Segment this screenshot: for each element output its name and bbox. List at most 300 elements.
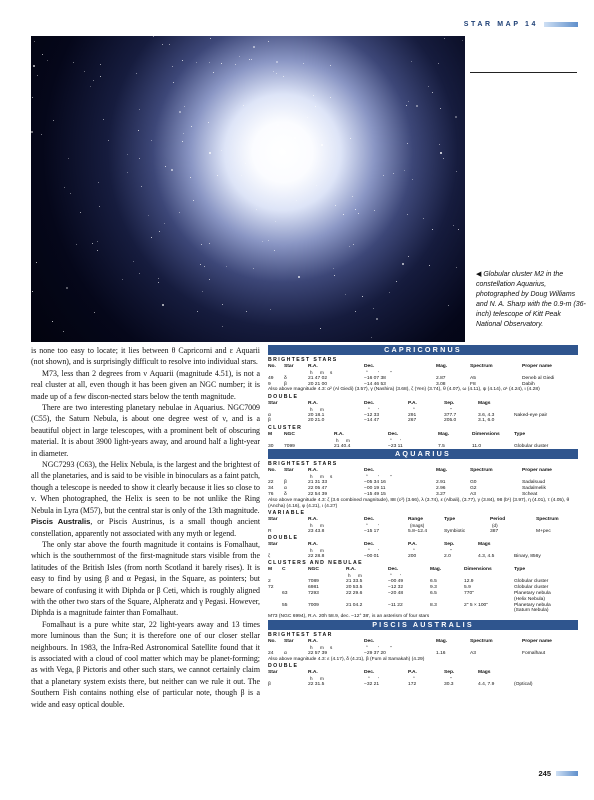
star-dot xyxy=(389,292,390,293)
star-dot xyxy=(276,61,278,63)
table-row-cell: 7293 xyxy=(308,590,319,596)
table-row-cell: 24 xyxy=(268,650,274,656)
column-header-cell: No. xyxy=(268,363,276,369)
table-row-cell: 1.16 xyxy=(436,650,446,656)
table-row-cell: −12 33 xyxy=(364,412,380,418)
table-row xyxy=(268,444,578,450)
star-dot xyxy=(407,143,408,144)
star-dot xyxy=(222,326,223,327)
column-header-cell: R.A. xyxy=(308,517,318,522)
table-row-cell: A5 xyxy=(470,375,476,381)
column-header-cell: Mag. xyxy=(436,639,448,645)
table-row-cell: A3 xyxy=(470,650,476,656)
star-dot xyxy=(202,291,203,292)
constellation-title-bar: CAPRICORNUS xyxy=(268,345,578,355)
column-header-cell: Sep. xyxy=(444,670,455,676)
star-dot xyxy=(296,200,297,201)
table-row-cell: −00 01 xyxy=(364,553,380,559)
table-row-cell: −29 37 20 xyxy=(364,650,386,656)
table-row-cell: Naked-eye pair xyxy=(514,412,548,418)
star-dot xyxy=(298,276,300,278)
star-dot xyxy=(439,144,440,145)
table-row-cell: 22 57 39 xyxy=(308,650,328,656)
column-header-cell: Mags xyxy=(478,542,491,548)
unit-row-cell: ′ xyxy=(378,369,379,375)
star-dot xyxy=(274,250,275,251)
star-dot xyxy=(64,187,65,188)
star-dot xyxy=(355,209,356,210)
star-dot xyxy=(404,170,405,171)
table-row-cell: 387 xyxy=(490,528,499,534)
caption-text: Globular cluster M2 in the constellation Aquarius, photographed by Doug Williams and N. A. Sharp with the 0.9-m (36-inch) telescope of Kitt Peak National Observatory. xyxy=(476,271,586,328)
star-dot xyxy=(373,308,374,309)
star-dot xyxy=(172,66,173,67)
star-dot xyxy=(303,63,304,64)
table-row-cell: 6981 xyxy=(308,584,319,590)
column-header-cell: Dec. xyxy=(364,670,375,676)
column-header-cell: Range xyxy=(408,517,423,522)
paragraph: is none too easy to locate; it lies between θ Capricorni and ε Aquarii (not shown), and is surprisingly difficult to resolve into individual stars. xyxy=(31,346,260,367)
table-row-cell: 291 xyxy=(408,412,417,418)
star-dot xyxy=(455,116,457,118)
star-dot xyxy=(127,154,128,155)
star-dot xyxy=(136,73,137,74)
table-row-cell: 7009 xyxy=(308,602,319,608)
table-row-cell: 20 53.5 xyxy=(346,584,363,590)
star-dot xyxy=(70,193,71,194)
star-dot xyxy=(241,175,242,176)
table-row-cell: 2.0 xyxy=(444,553,451,559)
star-dot xyxy=(100,64,101,65)
section-heading: DOUBLE xyxy=(268,535,299,542)
unit-row-cell: ″ xyxy=(450,406,452,412)
unit-row-cell: ′ xyxy=(378,644,379,650)
star-dot xyxy=(429,265,430,266)
star-dot xyxy=(84,71,85,72)
star-dot xyxy=(358,213,359,214)
star-dot xyxy=(313,95,314,96)
star-dot xyxy=(158,282,159,283)
star-dot xyxy=(453,225,454,226)
unit-row-cell: ° xyxy=(413,406,415,412)
table-row-cell: 6.5 xyxy=(430,578,437,584)
table-row-cell: (Optical) xyxy=(514,681,533,687)
column-header-cell: Mag. xyxy=(436,363,448,369)
paragraph-text: , or Piscis Austrinus, is a small though ancient constellation, apparently not associated with any myth or legend. xyxy=(31,517,261,538)
column-header-cell: Dec. xyxy=(364,639,375,645)
star-dot xyxy=(258,131,259,132)
column-header-cell: P.A. xyxy=(408,670,417,676)
star-dot xyxy=(334,275,335,276)
column-header-cell: Mags xyxy=(478,400,491,406)
star-dot xyxy=(34,41,35,42)
star-dot xyxy=(201,244,202,245)
table-note: Also above magnitude 4.3: α² (Al Giedi) (3.57), γ (Nashira) (3.68), ζ (Yen) (3.74), θ (4.07), ω (4.11), ψ (4.14), α¹ (4.24), ι (4.28) xyxy=(268,387,540,393)
table-note: M73 (NGC 6994), R.A. 20h 58.9, dec. −12° 38′, is an asterism of four stars xyxy=(268,614,430,620)
table-row-cell: 72 xyxy=(268,584,274,590)
star-dot xyxy=(335,205,336,206)
star-dot xyxy=(141,186,142,187)
unit-row-cell: m xyxy=(320,474,324,480)
paragraph xyxy=(31,516,260,539)
unit-row-cell: (d) xyxy=(492,522,498,528)
table-row-cell: α xyxy=(284,650,287,656)
unit-row-cell: ° xyxy=(390,437,392,443)
star-dot xyxy=(268,240,269,241)
table-row-cell: 21 47 02 xyxy=(308,375,328,381)
column-header-cell: Spectrum xyxy=(470,468,493,474)
unit-row-cell: ″ xyxy=(390,474,392,480)
star-dot xyxy=(90,86,91,87)
star-dot xyxy=(122,279,123,280)
star-dot xyxy=(353,244,354,245)
type-note-row xyxy=(268,608,578,614)
star-dot xyxy=(428,86,429,87)
unit-row-cell: m xyxy=(320,644,324,650)
star-dot xyxy=(283,76,284,77)
star-dot xyxy=(411,61,412,62)
table-row-cell: 22 54 39 xyxy=(308,491,328,497)
star-dot xyxy=(330,65,331,66)
page-footer xyxy=(538,769,578,778)
column-header-cell: Spectrum xyxy=(470,363,493,369)
star-dot xyxy=(73,62,74,63)
column-header-cell: Dec. xyxy=(364,400,375,406)
star-dot xyxy=(204,266,205,267)
unit-row-cell: h xyxy=(310,644,313,650)
section-heading: VARIABLE xyxy=(268,510,306,517)
table-row-cell: 2.96 xyxy=(436,486,446,491)
star-dot xyxy=(275,221,276,222)
unit-row-cell: m xyxy=(320,369,324,375)
unit-row-cell: m xyxy=(346,437,350,443)
star-dot xyxy=(68,158,69,159)
table-row-cell: Fomalhaut xyxy=(522,650,546,656)
star-dot xyxy=(222,304,223,305)
section-heading: BRIGHTEST STAR xyxy=(268,632,333,639)
table-row-cell: Sadalmelik xyxy=(522,486,546,491)
star-dot xyxy=(93,80,94,81)
star-dot xyxy=(133,261,134,262)
star-dot xyxy=(208,122,209,123)
star-dot xyxy=(235,64,236,65)
star-dot xyxy=(249,59,250,60)
star-dot xyxy=(182,141,183,142)
column-header-cell: Dec. xyxy=(388,431,399,437)
paragraph: M73, less than 2 degrees from ν Aquarii (magnitude 4.51), is not a real cluster at all, even though it has been given an NGC number; it is made up of a few discon-nected stars below the tenth magnitude. xyxy=(31,368,260,401)
constellation-tables xyxy=(268,345,578,688)
unit-row-cell: h xyxy=(310,369,313,375)
star-dot xyxy=(256,209,257,210)
star-dot xyxy=(352,196,353,197)
star-dot xyxy=(246,311,247,312)
unit-row-cell: ″ xyxy=(450,547,452,553)
unit-row-cell: ° xyxy=(366,474,368,480)
column-header-cell: Star xyxy=(268,517,278,522)
column-header-cell: Spectrum xyxy=(536,517,559,522)
star-dot xyxy=(183,133,184,134)
star-dot xyxy=(53,120,54,121)
column-header-cell: R.A. xyxy=(308,400,318,406)
table-note: Also above magnitude 4.3: ε (4.17), δ (4.21), β (Fum al Samakah) (4.29) xyxy=(268,656,425,662)
table-row-cell: −14 47 xyxy=(364,418,380,424)
table-row-cell: 23 43.8 xyxy=(308,528,325,534)
column-header-cell: Dec. xyxy=(364,468,375,474)
star-dot xyxy=(209,62,210,63)
column-header-cell: Proper name xyxy=(522,639,552,645)
column-header-cell: R.A. xyxy=(308,363,318,369)
column-header-cell: Sep. xyxy=(444,542,455,548)
star-dot xyxy=(31,131,33,133)
table-row-cell: 21 04.2 xyxy=(346,602,363,608)
table-row-cell: 6.5 xyxy=(430,590,437,596)
table-row-cell: −05 34 16 xyxy=(364,480,386,486)
table-row-cell: 4.3, 4.5 xyxy=(478,553,495,559)
star-dot xyxy=(37,75,38,76)
table-row-cell: β xyxy=(284,381,287,387)
table-row-cell: −14 46 53 xyxy=(364,381,386,387)
table-row xyxy=(268,382,578,388)
star-dot xyxy=(253,46,255,48)
star-dot xyxy=(438,63,439,64)
column-header-cell: Mag. xyxy=(438,431,450,437)
table-row-cell: Planetary nebula xyxy=(514,602,551,608)
star-dot xyxy=(402,263,404,265)
column-header-cell: R.A. xyxy=(308,639,318,645)
star-dot xyxy=(92,243,93,244)
star-dot xyxy=(151,237,152,238)
table-row-cell: β xyxy=(268,418,271,424)
star-dot xyxy=(440,108,441,109)
unit-row-cell: m xyxy=(320,522,324,528)
unit-row-cell: h xyxy=(310,522,313,528)
constellation-name: Piscis Australis xyxy=(31,517,91,527)
caption-pointer-icon: ◀ xyxy=(476,271,482,278)
table-row-cell: −15 49 15 xyxy=(364,491,386,497)
star-dot xyxy=(139,158,140,159)
column-header-cell: Mags xyxy=(478,670,491,676)
table-row xyxy=(268,682,578,688)
column-header-cell: Star xyxy=(284,639,294,645)
column-header-cell: Type xyxy=(514,431,526,437)
star-dot xyxy=(276,73,277,74)
table-row-cell: 377.7 xyxy=(444,412,457,418)
column-header-cell: P.A. xyxy=(408,542,417,548)
column-header-cell: Type xyxy=(514,567,526,573)
table-row-cell: Symbiotic xyxy=(444,528,466,534)
star-dot xyxy=(243,105,244,106)
table-row-cell: 22 31.5 xyxy=(308,681,325,687)
star-dot xyxy=(262,241,263,242)
star-dot xyxy=(307,117,308,118)
section-heading: CLUSTERS AND NEBULAE xyxy=(268,560,363,567)
column-header-cell: Mag. xyxy=(436,468,448,474)
star-dot xyxy=(184,106,185,107)
table-row-cell: 12.9 xyxy=(464,578,474,584)
unit-row-cell: ″ xyxy=(390,369,392,375)
star-dot xyxy=(179,212,180,213)
table-note: Also above magnitude 4.3: ζ (3.6 combined magnitude), 88 (c²) (3.66), λ (3.74), ε (Albali), (3.77), γ (3.84), 98 (b¹) (3.97), η (4.01), τ (4.05), θ (Ancha) (4.16), φ (4.21), ι (4.27) xyxy=(268,497,570,509)
star-dot xyxy=(221,150,222,151)
star-dot xyxy=(444,38,445,39)
column-header-cell: Sep. xyxy=(444,400,455,406)
star-dot xyxy=(268,41,269,42)
star-dot xyxy=(127,172,128,173)
star-dot xyxy=(42,54,43,55)
table-row-cell: Binary, 856y xyxy=(514,553,541,559)
table-row-cell: 4.4, 7.9 xyxy=(478,681,495,687)
star-dot xyxy=(362,296,363,297)
table-row-cell: Planetary nebula xyxy=(514,590,551,596)
star-dot xyxy=(193,200,194,201)
table-row-cell: 7.5 xyxy=(438,443,445,449)
table-row-cell: Dabih xyxy=(522,381,535,387)
table-row-cell: F8 xyxy=(470,381,476,387)
star-dot xyxy=(371,337,372,338)
column-header-cell: Dec. xyxy=(388,567,399,573)
type-note: (Saturn Nebula) xyxy=(514,608,549,614)
footer-accent-bar xyxy=(556,771,578,776)
star-dot xyxy=(108,140,109,141)
unit-row-cell: h xyxy=(310,406,313,412)
table-row-cell: 55 xyxy=(282,602,288,608)
star-dot xyxy=(239,56,240,57)
star-dot xyxy=(139,109,140,110)
star-dot xyxy=(159,231,160,232)
star-dot xyxy=(217,175,218,176)
star-dot xyxy=(383,175,384,176)
column-header-cell: Star xyxy=(268,542,278,548)
unit-row-cell: ′ xyxy=(378,675,379,681)
unit-row-cell: ° xyxy=(413,547,415,553)
table-row-cell: 9 xyxy=(268,381,271,387)
star-dot xyxy=(179,111,181,113)
section-heading: DOUBLE xyxy=(268,393,299,400)
star-dot xyxy=(80,212,81,213)
star-dot xyxy=(443,158,444,159)
unit-row-cell: h xyxy=(348,573,351,579)
constellation-title-bar: AQUARIUS xyxy=(268,449,578,459)
star-dot xyxy=(321,144,323,146)
table-row-cell: 20 21.0 xyxy=(308,418,325,424)
star-dot xyxy=(294,137,296,139)
table-row-cell: 3.27 xyxy=(436,491,446,497)
table-row-cell: −15 17 xyxy=(364,528,380,534)
star-dot xyxy=(423,218,424,219)
star-dot xyxy=(374,210,375,211)
star-dot xyxy=(173,82,174,83)
unit-row-cell: ″ xyxy=(450,675,452,681)
running-header xyxy=(464,19,578,29)
column-header-cell: Type xyxy=(444,517,456,522)
star-dot xyxy=(448,305,449,306)
star-dot xyxy=(191,126,192,127)
star-dot xyxy=(277,124,279,126)
star-dot xyxy=(393,173,394,174)
table-row-cell: 267 xyxy=(408,418,417,424)
star-dot xyxy=(408,256,409,257)
table-row-cell: M+pec xyxy=(536,528,551,534)
star-dot xyxy=(190,177,191,178)
star-dot xyxy=(440,152,442,154)
star-dot xyxy=(330,97,331,98)
column-header-cell: R.A. xyxy=(308,542,318,548)
table-row-cell: 770" xyxy=(464,590,474,596)
star-dot xyxy=(209,243,210,244)
star-dot xyxy=(408,101,409,102)
table-row-cell: Deneb al Giedi xyxy=(522,375,555,381)
column-header-cell: NGC xyxy=(284,431,295,437)
unit-row-cell: ′ xyxy=(400,573,401,579)
table-row-cell: Globular cluster xyxy=(514,443,549,449)
unit-row-cell: h xyxy=(310,675,313,681)
unit-row-cell: m xyxy=(320,406,324,412)
unit-row-cell: ° xyxy=(366,369,368,375)
unit-row-cell: ° xyxy=(366,644,368,650)
table-row-cell: 22 28.8 xyxy=(308,553,325,559)
column-header-cell: Star xyxy=(284,468,294,474)
table-row-cell: 63 xyxy=(282,590,288,596)
table-row-cell: −32 21 xyxy=(364,681,380,687)
table-row-cell: 2.91 xyxy=(436,480,446,486)
column-header-cell: Spectrum xyxy=(470,639,493,645)
star-dot xyxy=(94,312,95,313)
star-dot xyxy=(164,223,165,224)
table-row-cell: −11 22 xyxy=(388,602,403,608)
table-row-cell: 21 31 33 xyxy=(308,480,328,486)
column-header-cell: R.A. xyxy=(308,670,318,676)
unit-row-cell: s xyxy=(330,644,333,650)
star-dot xyxy=(182,60,183,61)
column-header-cell: Star xyxy=(284,363,294,369)
section-heading: BRIGHTEST STARS xyxy=(268,357,338,363)
table-row-cell: 76 xyxy=(268,491,274,497)
column-header-cell: Star xyxy=(268,670,278,676)
star-dot xyxy=(396,281,397,282)
table-row-cell: 5.8–12.4 xyxy=(408,528,428,534)
star-dot xyxy=(47,60,48,61)
table-row-cell: 2" 5 × 100" xyxy=(464,602,489,608)
unit-row-cell: h xyxy=(336,437,339,443)
star-dot xyxy=(196,62,197,63)
table-row-cell: 2.87 xyxy=(436,375,446,381)
unit-row-cell: ′ xyxy=(378,406,379,412)
star-dot xyxy=(316,185,317,186)
table-row-cell: β xyxy=(284,480,287,486)
unit-row-cell: ° xyxy=(368,675,370,681)
star-dot xyxy=(153,36,154,37)
table-row-cell: 172 xyxy=(408,681,417,687)
table-row-cell: 30.3 xyxy=(444,681,454,687)
star-dot xyxy=(462,40,463,41)
star-dot xyxy=(456,267,457,268)
constellation-title-bar: PISCIS AUSTRALIS xyxy=(268,620,578,630)
table-row-cell: 7089 xyxy=(308,578,319,584)
star-dot xyxy=(345,294,346,295)
table-row-cell: −00 19 11 xyxy=(364,486,386,491)
star-dot xyxy=(99,206,100,207)
column-header-cell: R.A. xyxy=(346,567,356,573)
unit-row-cell: m xyxy=(320,675,324,681)
unit-row-cell: (mags) xyxy=(410,522,425,528)
star-dot xyxy=(349,246,350,247)
table-row-cell: δ xyxy=(284,375,287,381)
star-dot xyxy=(343,214,344,215)
column-header-cell: Proper name xyxy=(522,468,552,474)
table-row-cell: 11.0 xyxy=(472,443,482,449)
column-header-cell: M xyxy=(268,431,273,437)
table-row-cell: 5.9 xyxy=(464,584,471,590)
